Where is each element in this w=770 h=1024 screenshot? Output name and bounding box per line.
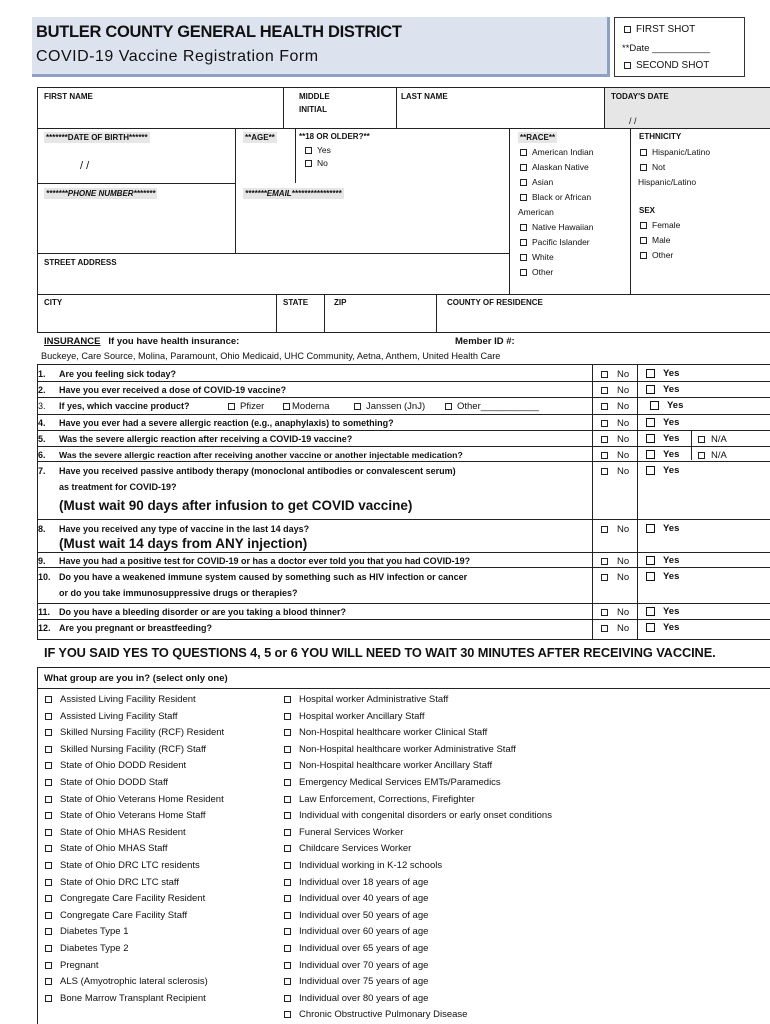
race-option[interactable]: Pacific Islander (520, 237, 590, 247)
question-number: 6. (38, 450, 46, 460)
second-shot-checkbox[interactable] (624, 62, 631, 69)
race-checkbox[interactable] (520, 194, 527, 201)
group-option[interactable] (284, 760, 492, 771)
no-checkbox[interactable] (601, 609, 608, 616)
yes-checkbox[interactable] (646, 369, 655, 378)
group-option[interactable] (45, 694, 196, 705)
answer-yes[interactable]: Yes (650, 400, 683, 411)
group-checkbox[interactable] (45, 779, 52, 786)
question-text: Are you feeling sick today? (59, 369, 177, 379)
yes-checkbox[interactable] (646, 556, 655, 565)
group-option-label: Hospital worker Ancillary Staff (299, 710, 425, 722)
group-option[interactable] (284, 727, 487, 738)
group-option[interactable] (284, 993, 428, 1004)
question-text: If yes, which vaccine product? (59, 401, 190, 411)
answer-no[interactable]: No (601, 385, 629, 396)
over18-yes-checkbox[interactable] (305, 147, 312, 154)
phone-label: *******PHONE NUMBER******* (46, 189, 156, 198)
race-option[interactable]: American Indian (520, 147, 593, 157)
group-checkbox[interactable] (284, 1011, 291, 1018)
street-address-label: STREET ADDRESS (44, 258, 117, 267)
question-number: 1. (38, 369, 46, 379)
group-option-label: Non-Hospital healthcare worker Clinical Staff (299, 727, 488, 739)
ethnicity-label: ETHNICITY (639, 132, 682, 141)
question-number: 8. (38, 524, 46, 534)
group-option-label: Congregate Care Facility Resident (60, 893, 206, 905)
group-option[interactable] (284, 694, 448, 705)
ethnicity-option-continued: Hispanic/Latino (638, 177, 697, 187)
over18-no-option[interactable]: No (305, 158, 328, 168)
answer-yes[interactable]: Yes (646, 571, 679, 582)
group-option[interactable] (284, 794, 475, 805)
group-checkbox[interactable] (284, 779, 291, 786)
no-checkbox[interactable] (601, 420, 608, 427)
race-option[interactable]: Asian (520, 177, 553, 187)
group-option[interactable] (284, 877, 428, 888)
group-option-label: State of Ohio DODD Resident (60, 760, 187, 772)
email-input[interactable] (236, 200, 508, 252)
group-option-label: Law Enforcement, Corrections, Firefighter (299, 793, 475, 805)
group-checkbox[interactable] (284, 812, 291, 819)
no-checkbox[interactable] (601, 574, 608, 581)
group-option-label: Individual working in K-12 schools (299, 860, 443, 871)
group-checkbox[interactable] (45, 845, 52, 852)
group-checkbox[interactable] (45, 746, 52, 753)
no-checkbox[interactable] (601, 403, 608, 410)
sex-label: SEX (639, 206, 656, 215)
group-option[interactable] (45, 794, 224, 805)
question-text: Are you pregnant or breastfeeding? (59, 623, 213, 633)
street-address-input[interactable] (38, 270, 508, 293)
group-option[interactable] (45, 727, 224, 738)
group-checkbox[interactable] (45, 762, 52, 769)
answer-na[interactable]: N/A (698, 450, 727, 461)
answer-no[interactable]: No (601, 418, 629, 429)
sex-option[interactable]: Female (640, 220, 680, 230)
answer-no[interactable]: No (601, 524, 629, 535)
group-option[interactable] (45, 877, 179, 888)
member-id-input[interactable] (520, 334, 770, 348)
group-option[interactable] (284, 827, 403, 838)
group-option-label: Individual over 60 years of age (299, 926, 429, 938)
no-checkbox[interactable] (601, 526, 608, 533)
group-option[interactable] (45, 993, 206, 1004)
no-checkbox[interactable] (601, 452, 608, 459)
group-option-label: Individual over 50 years of age (299, 909, 429, 921)
form-title: BUTLER COUNTY GENERAL HEALTH DISTRICT (36, 23, 402, 41)
question-text-continued: or do you take immunosuppressive drugs or therapies? (59, 588, 298, 598)
question-text: Have you received passive antibody therapy (monoclonal antibodies or convalescent serum) (59, 466, 456, 476)
pfizer-checkbox[interactable] (228, 403, 235, 410)
group-checkbox[interactable] (45, 829, 52, 836)
group-checkbox[interactable] (45, 995, 52, 1002)
answer-no[interactable]: No (601, 572, 629, 583)
last-name-label: LAST NAME (401, 92, 448, 101)
question-number: 7. (38, 466, 46, 476)
group-option-label: State of Ohio DRC LTC residents (60, 860, 200, 871)
group-option-label: State of Ohio Veterans Home Staff (60, 810, 206, 822)
county-label: COUNTY OF RESIDENCE (447, 298, 543, 307)
group-checkbox[interactable] (45, 962, 52, 969)
groups-prompt: What group are you in? (select only one) (44, 673, 228, 684)
question-number: 9. (38, 556, 46, 566)
yes-checkbox[interactable] (646, 450, 655, 459)
group-option-label: Individual over 65 years of age (299, 943, 429, 954)
race-checkbox[interactable] (520, 269, 527, 276)
group-checkbox[interactable] (45, 729, 52, 736)
answer-no[interactable]: No (601, 450, 629, 461)
todays-date-field[interactable]: / / (629, 116, 637, 126)
answer-yes[interactable]: Yes (646, 465, 679, 476)
yes-checkbox[interactable] (646, 623, 655, 632)
question-text: Have you ever had a severe allergic reaction (e.g., anaphylaxis) to something? (59, 418, 394, 428)
email-label: *******EMAIL**************** (245, 189, 342, 198)
question-number: 3. (38, 401, 46, 411)
group-checkbox[interactable] (45, 895, 52, 902)
yes-checkbox[interactable] (650, 401, 659, 410)
question-text: Was the severe allergic reaction after receiving another vaccine or another injectable medication? (59, 450, 463, 460)
race-option[interactable]: Alaskan Native (520, 162, 589, 172)
group-option-label: Individual over 40 years of age (299, 893, 429, 905)
first-shot-option[interactable]: FIRST SHOT (624, 24, 695, 35)
group-option[interactable] (45, 893, 205, 904)
group-option[interactable] (284, 843, 411, 854)
group-option[interactable] (284, 777, 501, 788)
no-checkbox[interactable] (601, 625, 608, 632)
other-vaccine-checkbox[interactable] (445, 403, 452, 410)
yes-checkbox[interactable] (646, 524, 655, 533)
group-checkbox[interactable] (284, 962, 291, 969)
group-option[interactable] (284, 893, 428, 904)
question-text-continued: as treatment for COVID-19? (59, 482, 177, 492)
race-option-continued: American (518, 207, 554, 217)
group-checkbox[interactable] (45, 812, 52, 819)
answer-yes[interactable]: Yes (646, 433, 679, 444)
group-option[interactable] (45, 943, 128, 954)
todays-date-label: TODAY'S DATE (611, 92, 669, 101)
dob-field[interactable]: / / (80, 160, 90, 172)
group-option[interactable] (45, 810, 206, 821)
first-shot-checkbox[interactable] (624, 26, 631, 33)
answer-yes[interactable]: Yes (646, 449, 679, 460)
city-input[interactable] (38, 308, 275, 332)
race-label: **RACE** (520, 133, 556, 142)
shot-date-label[interactable]: **Date ___________ (622, 43, 711, 54)
question-number: 11. (38, 607, 51, 617)
group-option-label: Emergency Medical Services EMTs/Paramedics (299, 777, 501, 788)
janssen-checkbox[interactable] (354, 403, 361, 410)
group-option-label: State of Ohio MHAS Resident (60, 826, 186, 838)
over18-no-checkbox[interactable] (305, 160, 312, 167)
question-number: 4. (38, 418, 46, 428)
group-option-label: Diabetes Type 2 (60, 943, 129, 954)
over18-yes-option[interactable]: Yes (305, 145, 331, 155)
zip-input[interactable] (325, 308, 435, 332)
group-option-label: Skilled Nursing Facility (RCF) Staff (60, 743, 207, 755)
sex-checkbox[interactable] (640, 252, 647, 259)
age-label: **AGE** (245, 133, 275, 142)
answer-yes[interactable]: Yes (646, 417, 679, 428)
group-option[interactable] (284, 976, 428, 987)
question-text: Have you had a positive test for COVID-19 or has a doctor ever told you that you had COVID-19? (59, 556, 471, 566)
no-checkbox[interactable] (601, 468, 608, 475)
group-option-label: Assisted Living Facility Resident (60, 694, 196, 705)
group-checkbox[interactable] (45, 978, 52, 985)
group-option-label: Hospital worker Administrative Staff (299, 694, 449, 705)
group-option[interactable] (45, 960, 99, 971)
answer-no[interactable]: No (601, 623, 629, 634)
group-option[interactable] (45, 926, 128, 937)
question-text: Do you have a weakened immune system caused by something such as HIV infection or cancer (59, 572, 468, 582)
group-option-label: Chronic Obstructive Pulmonary Disease (299, 1009, 468, 1021)
group-option-label: State of Ohio DODD Staff (60, 777, 169, 788)
race-checkbox[interactable] (520, 179, 527, 186)
group-checkbox[interactable] (284, 862, 291, 869)
ethnicity-option[interactable]: Not (640, 162, 665, 172)
question-number: 5. (38, 434, 46, 444)
group-option-label: Childcare Services Worker (299, 843, 412, 855)
answer-yes[interactable]: Yes (646, 606, 679, 617)
group-checkbox[interactable] (284, 796, 291, 803)
group-option-label: Individual over 18 years of age (299, 876, 429, 888)
group-checkbox[interactable] (284, 945, 291, 952)
group-option[interactable] (284, 910, 428, 921)
ethnicity-checkbox[interactable] (640, 149, 647, 156)
group-option-label: Individual over 80 years of age (299, 992, 429, 1004)
yes-checkbox[interactable] (646, 418, 655, 427)
group-option[interactable] (45, 777, 168, 788)
sex-option[interactable]: Male (640, 235, 670, 245)
group-option[interactable] (284, 960, 428, 971)
second-shot-option[interactable]: SECOND SHOT (624, 60, 709, 71)
group-checkbox[interactable] (45, 928, 52, 935)
group-option[interactable] (284, 711, 425, 722)
county-input[interactable] (437, 308, 770, 332)
group-option[interactable] (45, 976, 208, 987)
insurance-label: INSURANCE (44, 336, 101, 347)
answer-no[interactable]: No (601, 556, 629, 567)
group-option-label: Congregate Care Facility Staff (60, 909, 188, 921)
group-option[interactable] (45, 744, 206, 755)
group-option-label: State of Ohio DRC LTC staff (60, 876, 179, 888)
group-option-label: State of Ohio MHAS Staff (60, 843, 168, 855)
group-checkbox[interactable] (45, 879, 52, 886)
group-option-label: Non-Hospital healthcare worker Ancillary Staff (299, 760, 493, 772)
group-option[interactable] (284, 810, 552, 821)
group-checkbox[interactable] (284, 879, 291, 886)
moderna-checkbox[interactable] (283, 403, 290, 410)
vaccine-pfizer-option[interactable]: Pfizer (228, 401, 264, 412)
phone-input[interactable] (38, 200, 234, 252)
no-checkbox[interactable] (601, 436, 608, 443)
member-id-label: Member ID #: (455, 336, 515, 347)
group-checkbox[interactable] (284, 895, 291, 902)
yes-checkbox[interactable] (646, 466, 655, 475)
group-option-label: Individual with congenital disorders or early onset conditions (299, 810, 552, 822)
middle-initial-label-2: INITIAL (299, 105, 327, 114)
state-input[interactable] (277, 308, 323, 332)
group-option-label: Non-Hospital healthcare worker Administrative Staff (299, 743, 516, 755)
group-checkbox[interactable] (284, 746, 291, 753)
group-option-label: State of Ohio Veterans Home Resident (60, 793, 224, 805)
middle-initial-label-1: MIDDLE (299, 92, 330, 101)
question-text: Have you ever received a dose of COVID-19 vaccine? (59, 385, 287, 395)
group-option[interactable] (45, 910, 187, 921)
group-option-label: Assisted Living Facility Staff (60, 710, 178, 722)
group-checkbox[interactable] (284, 713, 291, 720)
group-option-label: ALS (Amyotrophic lateral sclerosis) (60, 976, 208, 988)
answer-yes[interactable]: Yes (646, 384, 679, 395)
group-option[interactable] (45, 860, 200, 871)
vaccine-janssen-option[interactable]: Janssen (JnJ) (354, 401, 425, 412)
question-note: (Must wait 90 days after infusion to get COVID vaccine) (59, 498, 413, 513)
form-subtitle: COVID-19 Vaccine Registration Form (36, 48, 319, 65)
group-checkbox[interactable] (284, 845, 291, 852)
group-checkbox[interactable] (284, 928, 291, 935)
sex-checkbox[interactable] (640, 237, 647, 244)
yes-checkbox[interactable] (646, 434, 655, 443)
race-checkbox[interactable] (520, 239, 527, 246)
no-checkbox[interactable] (601, 371, 608, 378)
race-checkbox[interactable] (520, 224, 527, 231)
zip-label: ZIP (334, 298, 347, 307)
city-label: CITY (44, 298, 63, 307)
group-option-label: Skilled Nursing Facility (RCF) Resident (60, 727, 225, 739)
group-option-label: Bone Marrow Transplant Recipient (60, 992, 206, 1004)
group-option[interactable] (284, 943, 428, 954)
question-note: (Must wait 14 days from ANY injection) (59, 536, 308, 551)
group-checkbox[interactable] (284, 829, 291, 836)
group-option[interactable] (45, 843, 168, 854)
group-option-label: Pregnant (60, 959, 99, 971)
answer-no[interactable]: No (601, 369, 629, 380)
group-option-label: Individual over 70 years of age (299, 959, 429, 971)
group-option[interactable] (45, 760, 186, 771)
first-name-label: FIRST NAME (44, 92, 93, 101)
na-checkbox[interactable] (698, 436, 705, 443)
group-option[interactable] (45, 827, 186, 838)
group-option[interactable] (45, 711, 178, 722)
group-option[interactable] (284, 1009, 467, 1020)
group-checkbox[interactable] (45, 713, 52, 720)
age-input[interactable] (236, 145, 294, 182)
no-checkbox[interactable] (601, 558, 608, 565)
insurance-list: Buckeye, Care Source, Molina, Paramount, Ohio Medicaid, UHC Community, Aetna, Anthem, United Health Care (41, 351, 501, 361)
answer-no[interactable]: No (601, 466, 629, 477)
answer-yes[interactable]: Yes (646, 555, 679, 566)
ethnicity-checkbox[interactable] (640, 164, 647, 171)
first-name-input[interactable] (38, 102, 282, 127)
race-checkbox[interactable] (520, 149, 527, 156)
answer-no[interactable]: No (601, 434, 629, 445)
last-name-input[interactable] (397, 102, 603, 127)
question-number: 10. (38, 572, 51, 582)
group-option-label: Funeral Services Worker (299, 826, 404, 838)
race-option[interactable]: White (520, 252, 554, 262)
over18-label: **18 OR OLDER?** (299, 132, 370, 141)
group-option-label: Individual over 75 years of age (299, 976, 429, 988)
answer-yes[interactable]: Yes (646, 368, 679, 379)
race-option[interactable]: Black or African (520, 192, 591, 202)
group-option[interactable] (284, 926, 428, 937)
group-checkbox[interactable] (45, 696, 52, 703)
race-option[interactable]: Other (520, 267, 553, 277)
answer-yes[interactable]: Yes (646, 622, 679, 633)
question-text: Have you received any type of vaccine in the last 14 days? (59, 524, 310, 534)
group-option[interactable] (284, 744, 516, 755)
wait-warning: IF YOU SAID YES TO QUESTIONS 4, 5 or 6 YOU WILL NEED TO WAIT 30 MINUTES AFTER RECEIVING VACCINE. (44, 645, 716, 660)
ethnicity-option[interactable]: Hispanic/Latino (640, 147, 710, 157)
insurance-heading (44, 336, 239, 347)
no-checkbox[interactable] (601, 387, 608, 394)
sex-checkbox[interactable] (640, 222, 647, 229)
yes-checkbox[interactable] (646, 385, 655, 394)
group-checkbox[interactable] (45, 945, 52, 952)
state-label: STATE (283, 298, 309, 307)
vaccine-moderna-option[interactable]: Moderna (283, 401, 330, 412)
race-option[interactable]: Native Hawaiian (520, 222, 593, 232)
yes-checkbox[interactable] (646, 572, 655, 581)
answer-no[interactable]: No (601, 401, 629, 412)
group-checkbox[interactable] (284, 762, 291, 769)
dob-label: *******DATE OF BIRTH****** (46, 133, 148, 142)
group-checkbox[interactable] (284, 978, 291, 985)
group-checkbox[interactable] (45, 912, 52, 919)
group-checkbox[interactable] (45, 862, 52, 869)
group-option[interactable] (284, 860, 442, 871)
answer-yes[interactable]: Yes (646, 523, 679, 534)
answer-na[interactable]: N/A (698, 434, 727, 445)
question-number: 12. (38, 623, 51, 633)
group-checkbox[interactable] (284, 912, 291, 919)
group-checkbox[interactable] (284, 995, 291, 1002)
sex-option[interactable]: Other (640, 250, 673, 260)
group-option-label: Diabetes Type 1 (60, 926, 129, 938)
question-text: Do you have a bleeding disorder or are you taking a blood thinner? (59, 607, 347, 617)
vaccine-other-option[interactable]: Other___________ (445, 401, 539, 412)
question-text: Was the severe allergic reaction after receiving a COVID-19 vaccine? (59, 434, 353, 444)
question-number: 2. (38, 385, 46, 395)
race-checkbox[interactable] (520, 254, 527, 261)
group-checkbox[interactable] (45, 796, 52, 803)
answer-no[interactable]: No (601, 607, 629, 618)
race-checkbox[interactable] (520, 164, 527, 171)
group-checkbox[interactable] (284, 729, 291, 736)
na-checkbox[interactable] (698, 452, 705, 459)
yes-checkbox[interactable] (646, 607, 655, 616)
group-checkbox[interactable] (284, 696, 291, 703)
insurance-prompt: If you have health insurance: (108, 336, 240, 347)
